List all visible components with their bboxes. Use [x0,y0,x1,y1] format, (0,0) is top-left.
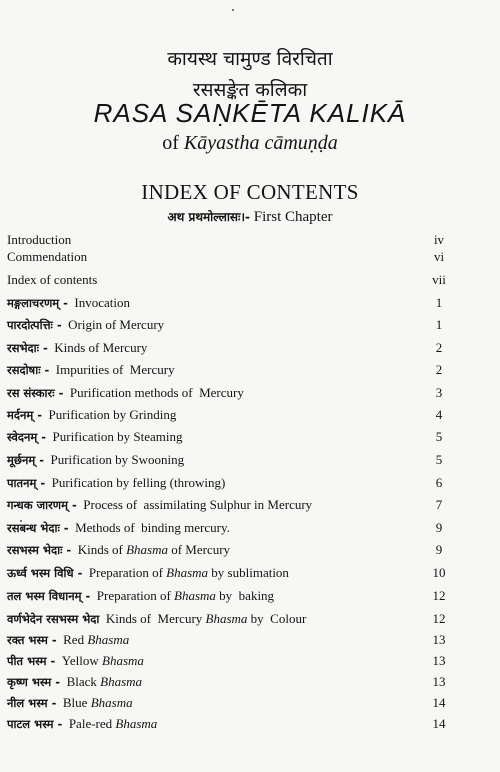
toc-entry-english: Impurities of Mercury [55,362,175,377]
toc-entry [7,588,493,606]
toc-entry-title [7,542,230,558]
toc-entry-sanskrit: कृष्ण भस्म - [7,675,61,689]
toc-page-number: 6 [435,475,443,490]
toc-page-number: 7 [435,497,443,512]
toc-entry-english: Red [63,632,88,647]
toc-entry-english-tail: by Colour [247,611,307,626]
toc-entry [7,542,493,560]
toc-entry-title [7,588,274,604]
sanskrit-title: रससङ्केत कलिका [192,79,308,101]
toc-entry [7,317,493,335]
toc-page-number: vii [432,272,446,287]
toc-entry-english: Preparation of [96,588,175,603]
toc-entry-title [7,565,289,581]
toc-page-number: 13 [432,653,446,668]
toc-entry-sanskrit: पातनम् - [7,476,46,490]
toc-entry-emphasis: Bhasma [174,588,216,603]
toc-entry-title [7,520,230,536]
toc-entry [7,429,493,447]
toc-entry-sanskrit: मूर्छनम् - [7,453,44,467]
toc-entry [7,362,493,380]
toc-entry-sanskrit: पाटल भस्म - [7,717,63,731]
toc-entry-title [7,653,144,669]
toc-entry-english: Black [66,674,101,689]
toc-entry [7,385,493,403]
toc-entry-title [7,452,184,468]
toc-entry-emphasis: Bhasma [100,674,143,689]
toc-entry-title [7,232,71,248]
toc-entry-title [7,249,87,265]
chapter-devanagari: अथ प्रथमोल्लासः।- [167,210,250,224]
toc-entry [7,520,493,538]
toc-entry-english: Methods of binding mercury. [75,520,230,535]
toc-entry-english-tail: by baking [215,588,275,603]
toc-entry-english: Kinds of Mercury [54,340,148,355]
toc-entry-english: Invocation [74,295,130,310]
toc-entry-title [7,385,244,401]
toc-entry-english: Introduction [7,232,72,247]
toc-entry-sanskrit: स्वेदनम् - [7,430,47,444]
byline-of: of [162,132,179,154]
toc-entry-sanskrit: मर्दनम् - [7,408,43,422]
toc-entry-english: Purification by felling (throwing) [51,475,226,490]
toc-entry-english: Purification by Steaming [52,429,183,444]
toc-entry-title [7,695,133,711]
toc-entry-english: Kinds of Mercury [105,611,206,626]
toc-entry-title [7,497,312,513]
toc-entry-title [7,362,175,378]
index-heading: INDEX OF CONTENTS [141,180,359,204]
toc-entry-sanskrit: मङ्गलाचरणम् - [7,296,68,310]
toc-entry-title [7,611,306,627]
toc-page-number: 2 [435,362,443,377]
toc-entry-title [7,272,97,288]
toc-entry-english: Kinds of [77,542,127,557]
toc-entry-english: Purification by Grinding [48,407,177,422]
byline-author: Kāyastha cāmuṇḍa [183,132,338,154]
toc-entry-sanskrit: वर्णभेदेन रसभस्म भेदा [7,612,100,626]
toc-page-number: 5 [435,429,443,444]
sanskrit-attribution: कायस्थ चामुण्ड विरचिता [167,48,333,70]
toc-entry-sanskrit: पीत भस्म - [7,654,56,668]
toc-entry [7,674,493,692]
toc-entry-emphasis: Bhasma [115,716,158,731]
toc-entry [7,249,493,267]
toc-entry-title [7,407,176,423]
chapter-heading [0,208,500,226]
toc-entry [7,232,493,250]
toc-entry-title [7,716,157,732]
toc-page-number: 3 [435,385,443,400]
toc-entry-sanskrit: नील भस्म - [7,696,57,710]
toc-entry [7,272,493,290]
toc-entry [7,452,493,470]
toc-entry [7,716,493,734]
toc-entry-sanskrit: तल भस्म विधानम् - [7,589,91,603]
byline [0,132,500,155]
toc-entry-emphasis: Bhasma [126,542,168,557]
toc-entry-emphasis: Bhasma [102,653,144,668]
toc-entry-title [7,429,183,445]
toc-entry-english-tail: of Mercury [167,542,231,557]
toc-entry [7,497,493,515]
toc-entry-sanskrit: पारदोत्पत्तिः - [7,318,62,332]
toc-entry [7,695,493,713]
toc-page-number: 4 [435,407,443,422]
toc-page-number: 12 [432,611,446,626]
toc-entry-sanskrit: गन्धक जारणम् - [7,498,77,512]
toc-entry-sanskrit: रस संस्कारः - [7,386,64,400]
toc-entry-emphasis: Bhasma [90,695,133,710]
toc-entry [7,653,493,671]
toc-entry-english: Purification by Swooning [50,452,185,467]
toc-entry-english: Preparation of [88,565,167,580]
toc-page-number: 9 [435,542,443,557]
toc-entry-title [7,674,142,690]
toc-page-number: 9 [435,520,443,535]
book-title: RASA SAṆKĒTA KALIKĀ [93,98,407,128]
toc-entry-title [7,317,164,333]
print-speck [232,9,234,11]
toc-page-number: 14 [432,695,446,710]
toc-page-number: vi [433,249,445,264]
toc-page-number: 14 [432,716,446,731]
toc-entry-english-tail: by sublimation [208,565,289,580]
toc-entry-english: Pale-red [68,716,116,731]
toc-entry-sanskrit: रसभस्म भेदाः - [7,543,72,557]
toc-page-number: 13 [432,674,446,689]
toc-entry [7,565,493,583]
toc-entry-emphasis: Bhasma [166,565,209,580]
toc-page-number: 5 [435,452,443,467]
toc-page-number: 10 [432,565,446,580]
toc-entry-sanskrit: रसबन्ध भेदाः - [7,521,69,535]
toc-page-number: 1 [435,317,443,332]
toc-page-number: 2 [435,340,443,355]
toc-entry [7,295,493,313]
toc-entry-english: Purification methods of Mercury [69,385,244,400]
toc-entry [7,407,493,425]
toc-entry-emphasis: Bhasma [87,632,130,647]
toc-entry [7,340,493,358]
toc-entry-sanskrit: रक्त भस्म - [7,633,57,647]
toc-entry [7,611,493,629]
toc-entry-title [7,295,130,311]
toc-page-number: 12 [432,588,446,603]
toc-entry-sanskrit: रसभेदाः - [7,341,48,355]
toc-entry-english: Origin of Mercury [68,317,165,332]
toc-entry [7,632,493,650]
toc-page-number: iv [433,232,445,247]
toc-entry-sanskrit: रसदोषाः - [7,363,50,377]
toc-entry-english: Process of assimilating Sulphur in Mercury [83,497,313,512]
toc-page-number: 1 [435,295,443,310]
toc-entry-english: Yellow [61,653,102,668]
toc-entry-title [7,340,147,356]
toc-entry [7,475,493,493]
toc-entry-sanskrit: ऊर्ध्व भस्म विधि - [7,566,83,580]
toc-entry-english: Blue [62,695,91,710]
toc-entry-english: Index of contents [7,272,98,287]
toc-entry-english: Commendation [7,249,88,264]
chapter-english: First Chapter [253,209,333,225]
toc-entry-title [7,632,129,648]
toc-entry-title [7,475,225,491]
toc-page-number: 13 [432,632,446,647]
toc-entry-emphasis: Bhasma [205,611,248,626]
